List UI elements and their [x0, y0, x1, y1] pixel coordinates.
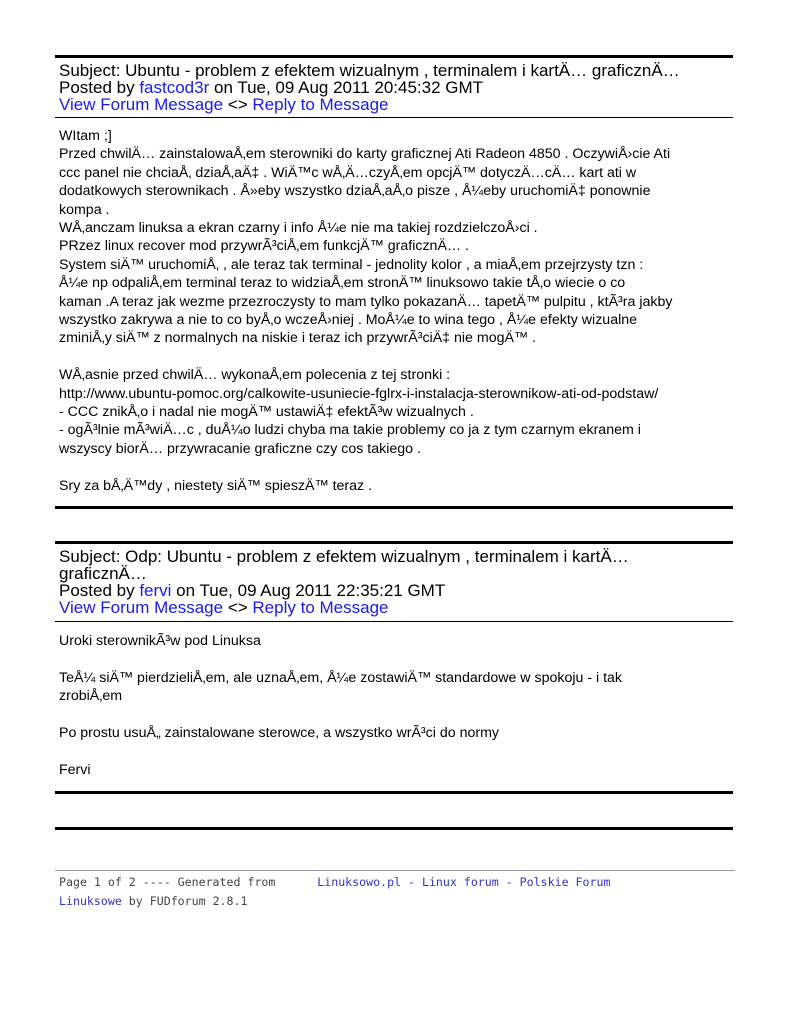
post-1-body-line: PRzez linux recover mod przywrÃ³ciÅ‚em funkcjÄ™ graficznÄ… .: [59, 238, 469, 255]
post-1-body-line: ccc panel nie chciaÅ‚ dziaÅ‚aÄ‡ . WiÄ™c wÅ‚Ä…czyÅ‚em opcjÄ™ dotyczÄ…cÄ… kart ati w: [59, 164, 637, 181]
post-1-reply-link[interactable]: Reply to Message: [252, 95, 389, 114]
post-1-posted-by: Posted by fastcod3r on Tue, 09 Aug 2011 20:45:32 GMT: [59, 78, 484, 97]
post-1-actions: View Forum Message <> Reply to Message: [59, 95, 389, 114]
post-2-author-link[interactable]: fervi: [139, 581, 172, 600]
post-1-bottom-rule: [55, 506, 733, 509]
footer-line-2: Linuksowe by FUDforum 2.8.1: [59, 894, 248, 908]
post-2-body-line: Po prostu usuÅ„ zainstalowane sterowce, a wszystko wrÃ³ci do normy: [59, 725, 499, 741]
post-2-bottom-rule: [55, 791, 733, 794]
post-2-body: [59, 632, 739, 779]
post-1-body-line: kaman .A teraz jak wezme przezroczysty to mam tylko pokazanÄ… tapetÄ™ pulpitu , ktÃ³ra jakby: [59, 293, 673, 310]
post-1-subject: Subject: Ubuntu - problem z efektem wizualnym , terminalem i kartÄ… graficznÄ…: [59, 61, 680, 80]
post-1-view-forum-message-link[interactable]: View Forum Message: [59, 95, 224, 114]
post-1-body-line: kompa .: [59, 201, 110, 218]
post-2-body-line: TeÅ¼ siÄ™ pierdzieliÅ‚em, ale uznaÅ‚em, Å¼e zostawiÄ™ standardowe w spokoju - i tak: [59, 669, 623, 686]
post-1-body-line: WÅ‚asnie przed chwilÄ… wykonaÅ‚em polecenia z tej stronki :: [59, 367, 451, 384]
post-2-subject: Subject: Odp: Ubuntu - problem z efektem wizualnym , terminalem i kartÄ…: [59, 547, 629, 566]
paragraph-gap: [59, 650, 739, 668]
next-post-top-rule: [55, 827, 733, 830]
post-1-body-line: wszystko zakrywa a nie to co byÅ‚o wczeÅ›niej . MoÅ¼e to wina tego , Å¼e efekty wizualne: [59, 312, 638, 329]
paragraph-gap: [59, 348, 739, 366]
paragraph-gap: [59, 706, 739, 724]
post-2-header-rule: [55, 621, 733, 622]
post-1-top-rule: [55, 55, 733, 58]
post-1-header-rule: [55, 117, 733, 118]
post-1-body-url: http://www.ubuntu-pomoc.org/calkowite-usuniecie-fglrx-i-instalacja-sterownikow-ati-od-podstaw/: [59, 385, 659, 402]
post-1-body-line: Przed chwilÄ… zainstalowaÅ‚em sterowniki do karty graficznej Ati Radeon 4850 . OczywiÅ›cie Ati: [59, 146, 671, 163]
post-2-body-line: zrobiÅ‚em: [59, 688, 123, 705]
post-1-body-line: wszyscy biorÄ… przywracanie graficzne czy cos takiego .: [59, 440, 421, 457]
post-1-body-line: dodatkowych sterownikach . Å»eby wszystko dziaÅ‚aÅ‚o pisze , Å¼eby uruchomiÄ‡ ponownie: [59, 183, 651, 200]
post-1-body-line: WÅ‚anczam linuksa a ekran czarny i info Å¼e nie ma takiej rozdzielczoÅ›ci .: [59, 220, 538, 237]
post-2-body-line: Uroki sterownikÃ³w pod Linuksa: [59, 633, 261, 649]
post-2-subject-cont: graficznÄ…: [59, 564, 147, 583]
post-1-body-line: System siÄ™ uruchomiÅ‚ , ale teraz tak terminal - jednolity kolor , a miaÅ‚em przejrzysty tzn :: [59, 256, 644, 273]
post-2-actions: View Forum Message <> Reply to Message: [59, 598, 389, 617]
post-2-posted-by: Posted by fervi on Tue, 09 Aug 2011 22:35:21 GMT: [59, 581, 446, 600]
post-1-header: [59, 62, 739, 113]
footer-line-1: Page 1 of 2 ---- Generated from Linuksowo.pl - Linux forum - Polskie Forum: [59, 875, 611, 889]
post-2-signature: Fervi: [59, 761, 91, 778]
post-1-author-link[interactable]: fastcod3r: [139, 78, 210, 97]
footer-site-link[interactable]: Linuksowo.pl - Linux forum - Polskie Forum: [317, 875, 611, 889]
footer-site-link-cont[interactable]: Linuksowe: [59, 894, 122, 908]
post-2-top-rule: [55, 541, 733, 544]
page-footer: [59, 873, 610, 911]
post-2-view-forum-message-link[interactable]: View Forum Message: [59, 598, 224, 617]
post-2-reply-link[interactable]: Reply to Message: [252, 598, 389, 617]
post-1-body-line: - ogÃ³lnie mÃ³wiÄ…c , duÅ¼o ludzi chyba ma takie problemy co ja z tym czarnym ekranem i: [59, 422, 641, 439]
post-1-body: [59, 127, 739, 495]
post-1-body-line: WItam ;]: [59, 128, 112, 144]
post-2-header: [59, 548, 739, 616]
post-1-body-line: zminiÅ‚y siÄ™ z normalnych na niskie i teraz ich przywrÃ³ciÄ‡ nie mogÄ™ .: [59, 330, 537, 347]
post-1-body-line: Sry za bÅ‚Ä™dy , niestety siÄ™ spieszÄ™ teraz .: [59, 477, 373, 494]
post-1-body-line: Å¼e np odpaliÅ‚em terminal teraz to widziaÅ‚em stronÄ™ linuksowo takie tÅ‚o wiecie o co: [59, 275, 626, 292]
paragraph-gap: [59, 742, 739, 760]
footer-rule: [55, 870, 735, 871]
post-1-body-line: - CCC znikÅ‚o i nadal nie mogÄ™ ustawiÄ‡ efektÃ³w wizualnych .: [59, 404, 474, 421]
paragraph-gap: [59, 458, 739, 476]
